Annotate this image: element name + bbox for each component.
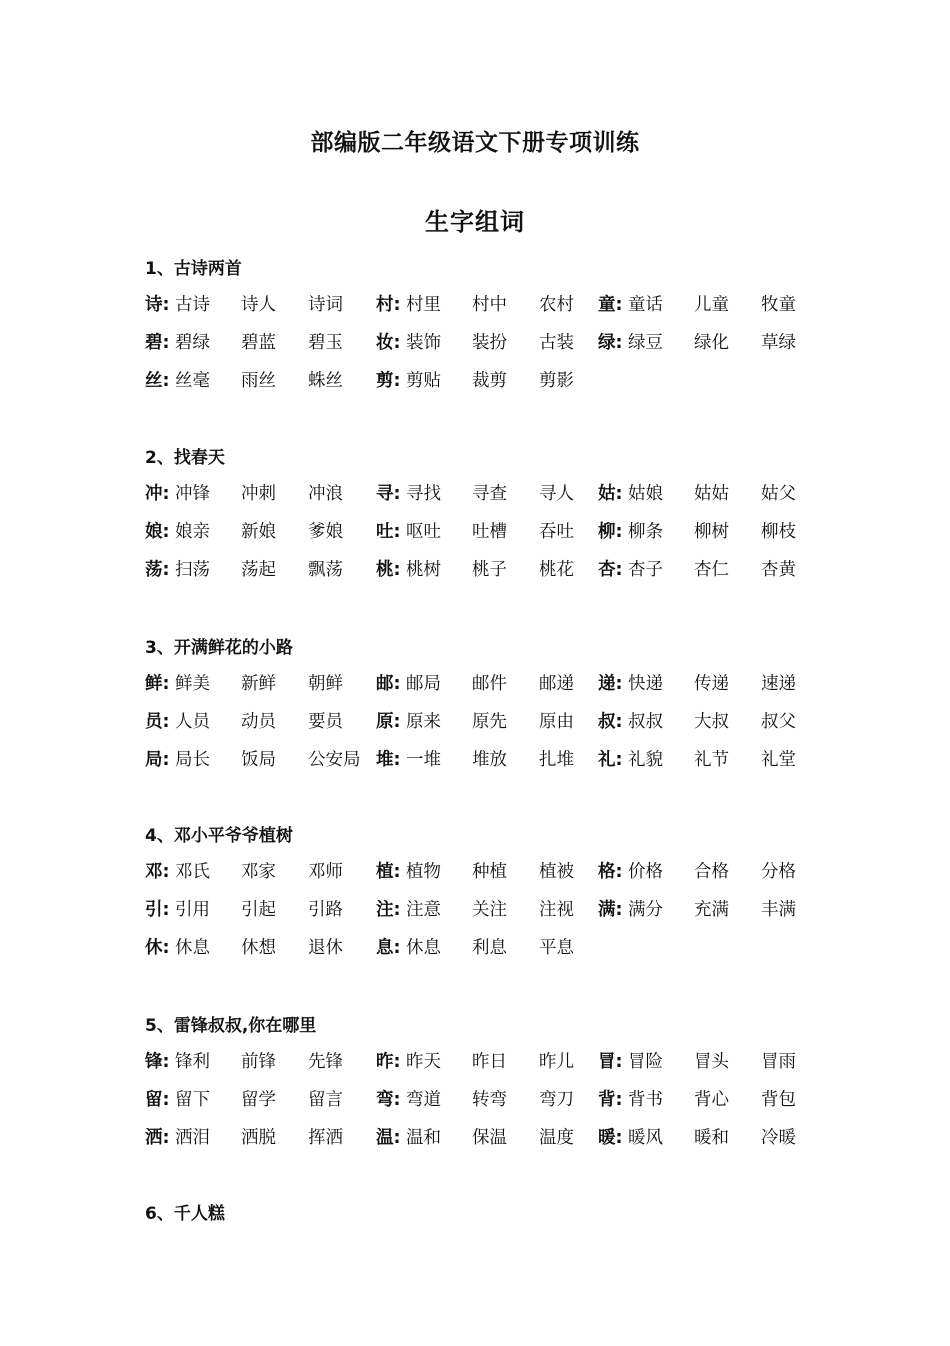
word: 诗人	[241, 295, 276, 315]
word: 姑父	[761, 484, 796, 504]
word: 背书	[628, 1090, 663, 1110]
word: 保温	[472, 1128, 507, 1148]
word: 村中	[472, 295, 507, 315]
word: 昨日	[472, 1052, 507, 1072]
word: 丰满	[761, 900, 796, 920]
character: 注:	[376, 900, 401, 920]
char-entry	[376, 673, 574, 695]
word: 暖和	[694, 1128, 729, 1148]
word: 引起	[241, 900, 276, 920]
char-entry	[598, 749, 796, 771]
character: 锋:	[145, 1052, 170, 1072]
char-entry	[145, 861, 343, 883]
character: 丝:	[145, 371, 170, 391]
character: 吐:	[376, 522, 401, 542]
character: 休:	[145, 938, 170, 958]
word: 雨丝	[241, 371, 276, 391]
section-heading: 4、邓小平爷爷植树	[145, 826, 293, 846]
word: 剪贴	[406, 371, 441, 391]
word: 人员	[175, 712, 210, 732]
word: 注意	[406, 900, 441, 920]
word: 柳枝	[761, 522, 796, 542]
character: 姑:	[598, 484, 623, 504]
char-entry	[376, 370, 574, 392]
section-heading: 6、千人糕	[145, 1204, 225, 1224]
word: 冲锋	[175, 484, 210, 504]
char-entry	[598, 711, 796, 733]
word: 温和	[406, 1128, 441, 1148]
word: 农村	[539, 295, 574, 315]
word: 原由	[539, 712, 574, 732]
word: 留下	[175, 1090, 210, 1110]
char-entry	[598, 559, 796, 581]
word: 满分	[628, 900, 663, 920]
section	[145, 637, 796, 787]
word-row	[145, 483, 796, 521]
char-entry	[145, 1127, 343, 1149]
word: 吐槽	[472, 522, 507, 542]
char-entry	[376, 332, 574, 354]
character: 妆:	[376, 333, 401, 353]
char-entry	[145, 370, 343, 392]
word-row	[145, 899, 796, 937]
character: 留:	[145, 1090, 170, 1110]
char-entry	[376, 899, 574, 921]
word: 植被	[539, 862, 574, 882]
character: 昨:	[376, 1052, 401, 1072]
char-entry	[145, 559, 343, 581]
word: 速递	[761, 674, 796, 694]
char-entry	[598, 899, 796, 921]
word-row	[145, 332, 796, 370]
char-entry	[598, 521, 796, 543]
word: 姑娘	[628, 484, 663, 504]
section-heading: 1、古诗两首	[145, 259, 242, 279]
char-entry	[145, 483, 343, 505]
char-entry	[145, 937, 343, 959]
word: 鲜美	[175, 674, 210, 694]
word: 邓师	[308, 862, 343, 882]
char-entry	[145, 899, 343, 921]
char-entry	[145, 294, 343, 316]
word: 裁剪	[472, 371, 507, 391]
word: 丝毫	[175, 371, 210, 391]
section	[145, 258, 796, 408]
char-entry	[376, 1051, 574, 1073]
section	[145, 1015, 796, 1165]
word: 背包	[761, 1090, 796, 1110]
word: 一堆	[406, 750, 441, 770]
word: 邮件	[472, 674, 507, 694]
char-entry	[145, 673, 343, 695]
char-entry	[376, 711, 574, 733]
word: 蛛丝	[308, 371, 343, 391]
character: 局:	[145, 750, 170, 770]
section-heading: 3、开满鲜花的小路	[145, 638, 293, 658]
word-row	[145, 711, 796, 749]
word: 草绿	[761, 333, 796, 353]
character: 鲜:	[145, 674, 170, 694]
word: 寻找	[406, 484, 441, 504]
word: 原来	[406, 712, 441, 732]
word: 桃树	[406, 560, 441, 580]
character: 弯:	[376, 1090, 401, 1110]
word: 绿豆	[628, 333, 663, 353]
character: 桃:	[376, 560, 401, 580]
character: 礼:	[598, 750, 623, 770]
word: 冲浪	[308, 484, 343, 504]
character: 引:	[145, 900, 170, 920]
char-entry	[145, 711, 343, 733]
word: 装扮	[472, 333, 507, 353]
word-row	[145, 937, 574, 975]
word: 种植	[472, 862, 507, 882]
character: 满:	[598, 900, 623, 920]
char-entry	[376, 559, 574, 581]
character: 息:	[376, 938, 401, 958]
character: 邓:	[145, 862, 170, 882]
word-row	[145, 1051, 796, 1089]
character: 递:	[598, 674, 623, 694]
word: 荡起	[241, 560, 276, 580]
word: 绿化	[694, 333, 729, 353]
word: 休想	[241, 938, 276, 958]
word: 休息	[406, 938, 441, 958]
char-entry	[376, 861, 574, 883]
word: 转弯	[472, 1090, 507, 1110]
char-entry	[376, 521, 574, 543]
character: 叔:	[598, 712, 623, 732]
character: 员:	[145, 712, 170, 732]
char-entry	[376, 1127, 574, 1149]
word: 邮局	[406, 674, 441, 694]
word: 留学	[241, 1090, 276, 1110]
word: 寻查	[472, 484, 507, 504]
word: 引用	[175, 900, 210, 920]
section	[145, 1203, 225, 1239]
word: 暖风	[628, 1128, 663, 1148]
char-entry	[598, 332, 796, 354]
character: 柳:	[598, 522, 623, 542]
character: 暖:	[598, 1128, 623, 1148]
char-entry	[145, 332, 343, 354]
character: 村:	[376, 295, 401, 315]
char-entry	[145, 749, 361, 771]
word: 诗词	[308, 295, 343, 315]
word-row	[145, 294, 796, 332]
char-entry	[145, 521, 343, 543]
word: 关注	[472, 900, 507, 920]
character: 冒:	[598, 1052, 623, 1072]
character: 童:	[598, 295, 623, 315]
character: 植:	[376, 862, 401, 882]
character: 寻:	[376, 484, 401, 504]
word: 呕吐	[406, 522, 441, 542]
word: 扎堆	[539, 750, 574, 770]
word: 叔叔	[628, 712, 663, 732]
word: 堆放	[472, 750, 507, 770]
char-entry	[598, 483, 796, 505]
word: 冒险	[628, 1052, 663, 1072]
word: 桃子	[472, 560, 507, 580]
word: 新娘	[241, 522, 276, 542]
character: 原:	[376, 712, 401, 732]
character: 剪:	[376, 371, 401, 391]
word: 杏黄	[761, 560, 796, 580]
word: 背心	[694, 1090, 729, 1110]
character: 荡:	[145, 560, 170, 580]
word: 古诗	[175, 295, 210, 315]
character: 邮:	[376, 674, 401, 694]
word: 昨儿	[539, 1052, 574, 1072]
char-entry	[376, 483, 574, 505]
char-entry	[376, 1089, 574, 1111]
word: 利息	[472, 938, 507, 958]
word: 局长	[175, 750, 210, 770]
word: 装饰	[406, 333, 441, 353]
word: 新鲜	[241, 674, 276, 694]
word: 弯刀	[539, 1090, 574, 1110]
word: 柳树	[694, 522, 729, 542]
word: 柳条	[628, 522, 663, 542]
word: 大叔	[694, 712, 729, 732]
char-entry	[598, 861, 796, 883]
word-row	[145, 1089, 796, 1127]
word: 剪影	[539, 371, 574, 391]
word: 碧蓝	[241, 333, 276, 353]
word: 杏子	[628, 560, 663, 580]
word-row	[145, 749, 796, 787]
word: 休息	[175, 938, 210, 958]
section-heading: 2、找春天	[145, 448, 225, 468]
document-subtitle: 生字组词	[425, 208, 525, 236]
character: 洒:	[145, 1128, 170, 1148]
word: 姑姑	[694, 484, 729, 504]
document-title: 部编版二年级语文下册专项训练	[310, 130, 640, 156]
word-row	[145, 673, 796, 711]
char-entry	[376, 294, 574, 316]
word: 邮递	[539, 674, 574, 694]
word: 充满	[694, 900, 729, 920]
word: 礼节	[694, 750, 729, 770]
word: 飘荡	[308, 560, 343, 580]
word: 留言	[308, 1090, 343, 1110]
character: 娘:	[145, 522, 170, 542]
word: 先锋	[308, 1052, 343, 1072]
word: 童话	[628, 295, 663, 315]
character: 背:	[598, 1090, 623, 1110]
word: 要员	[308, 712, 343, 732]
section-heading: 5、雷锋叔叔,你在哪里	[145, 1016, 317, 1036]
word: 原先	[472, 712, 507, 732]
character: 诗:	[145, 295, 170, 315]
word-row	[145, 1127, 796, 1165]
word: 杏仁	[694, 560, 729, 580]
word: 平息	[539, 938, 574, 958]
word-row	[145, 559, 796, 597]
word: 爹娘	[308, 522, 343, 542]
word: 锋利	[175, 1052, 210, 1072]
word: 快递	[628, 674, 663, 694]
word: 朝鲜	[308, 674, 343, 694]
word: 古装	[539, 333, 574, 353]
char-entry	[145, 1089, 343, 1111]
word: 合格	[694, 862, 729, 882]
word: 注视	[539, 900, 574, 920]
word: 邓家	[241, 862, 276, 882]
char-entry	[376, 749, 574, 771]
word: 村里	[406, 295, 441, 315]
word: 昨天	[406, 1052, 441, 1072]
word: 洒脱	[241, 1128, 276, 1148]
word: 挥洒	[308, 1128, 343, 1148]
word: 叔父	[761, 712, 796, 732]
word: 冲刺	[241, 484, 276, 504]
word: 公安局	[308, 750, 361, 770]
char-entry	[598, 294, 796, 316]
word: 扫荡	[175, 560, 210, 580]
word: 礼貌	[628, 750, 663, 770]
word: 冒头	[694, 1052, 729, 1072]
character: 冲:	[145, 484, 170, 504]
character: 杏:	[598, 560, 623, 580]
word: 传递	[694, 674, 729, 694]
word: 桃花	[539, 560, 574, 580]
word: 冒雨	[761, 1052, 796, 1072]
word: 儿童	[694, 295, 729, 315]
word: 引路	[308, 900, 343, 920]
character: 绿:	[598, 333, 623, 353]
word: 礼堂	[761, 750, 796, 770]
word: 牧童	[761, 295, 796, 315]
word: 洒泪	[175, 1128, 210, 1148]
character: 堆:	[376, 750, 401, 770]
char-entry	[598, 1089, 796, 1111]
char-entry	[598, 1127, 796, 1149]
word: 冷暖	[761, 1128, 796, 1148]
word: 温度	[539, 1128, 574, 1148]
word: 邓氏	[175, 862, 210, 882]
word: 动员	[241, 712, 276, 732]
word-row	[145, 370, 574, 408]
word: 娘亲	[175, 522, 210, 542]
char-entry	[598, 673, 796, 695]
character: 温:	[376, 1128, 401, 1148]
word: 碧玉	[308, 333, 343, 353]
character: 碧:	[145, 333, 170, 353]
word: 分格	[761, 862, 796, 882]
word: 碧绿	[175, 333, 210, 353]
word-row	[145, 521, 796, 559]
word: 退休	[308, 938, 343, 958]
word-row	[145, 861, 796, 899]
word: 植物	[406, 862, 441, 882]
section	[145, 825, 796, 975]
word: 寻人	[539, 484, 574, 504]
word: 弯道	[406, 1090, 441, 1110]
word: 价格	[628, 862, 663, 882]
section	[145, 447, 796, 597]
word: 饭局	[241, 750, 276, 770]
char-entry	[145, 1051, 343, 1073]
word: 吞吐	[539, 522, 574, 542]
word: 前锋	[241, 1052, 276, 1072]
char-entry	[598, 1051, 796, 1073]
character: 格:	[598, 862, 623, 882]
char-entry	[376, 937, 574, 959]
